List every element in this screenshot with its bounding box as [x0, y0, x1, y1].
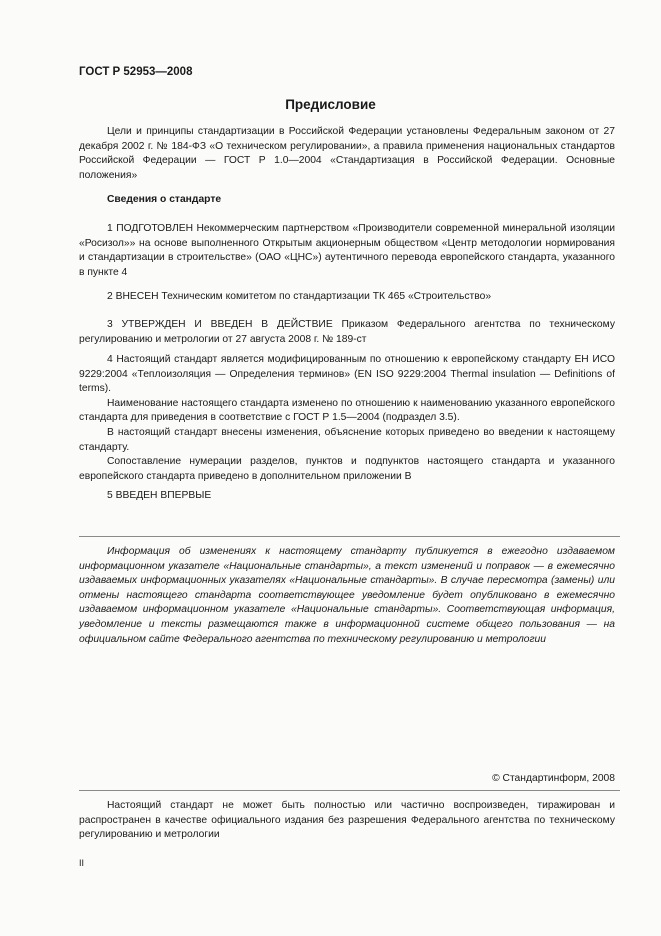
- divider-top: [79, 536, 620, 537]
- divider-bottom: [79, 790, 620, 791]
- item-3-text: 3 УТВЕРЖДЕН И ВВЕДЕН В ДЕЙСТВИЕ Приказом Федерального агентства по техническому регулированию и метрологии от 27 августа 2008 г. № 189-ст: [79, 319, 615, 345]
- standard-code: ГОСТ Р 52953—2008: [79, 66, 193, 78]
- reproduction-notice: [79, 799, 615, 843]
- item-4-name-change: Наименование настоящего стандарта изменено по отношению к наименованию указанного европейского стандарта для приведения в соответствие с ГОСТ Р 1.5—2004 (подраздел 3.5).: [79, 397, 615, 424]
- item-5-text: 5 ВВЕДЕН ВПЕРВЫЕ: [107, 490, 212, 501]
- page-title: Предисловие: [285, 97, 376, 112]
- intro-paragraph: [79, 125, 615, 183]
- item-1-text: 1 ПОДГОТОВЛЕН Некоммерческим партнерством «Производители современной минеральной изоляции «Росизол»» на основе выполненного Открытым акционерным обществом «Центр методологии нормирования и стандартизации в строительстве» (ОАО «ЦНС») аутентичного перевода европейского стандарта, указанного в пункте 4: [79, 223, 615, 278]
- info-notice: [79, 545, 615, 647]
- copyright: © Стандартинформ, 2008: [492, 773, 615, 784]
- item-2-text: 2 ВНЕСЕН Техническим комитетом по стандартизации ТК 465 «Строительство»: [107, 291, 492, 302]
- item-4-changes: В настоящий стандарт внесены изменения, объяснение которых приведено во введении к настоящему стандарту.: [79, 426, 615, 453]
- item-3: [79, 318, 615, 347]
- page-number: II: [79, 858, 85, 868]
- item-4-numbering: Сопоставление нумерации разделов, пунктов и подпунктов настоящего стандарта и указанного европейского стандарта приведено в дополнительном приложении В: [79, 456, 615, 482]
- item-1: [79, 222, 615, 280]
- section-subheading: Сведения о стандарте: [107, 194, 222, 205]
- item-4-text: 4 Настоящий стандарт является модифицированным по отношению к европейскому стандарту ЕН ИСО 9229:2004 «Теплоизоляция — Определения терминов» (EN ISO 9229:2004 Thermal insulation — Definitions of terms).: [79, 354, 615, 395]
- item-2: [79, 290, 615, 305]
- info-notice-text: Информация об изменениях к настоящему стандарту публикуется в ежегодно издаваемом информационном указателе «Национальные стандарты», а текст изменений и поправок — в ежемесячно издаваемых информационных указателях «Национальные стандарты». В случае пересмотра (замены) или отмены настоящего стандарта соответствующее уведомление будет опубликовано в ежемесячно издаваемом информационном указателе «Национальные стандарты». Соответствующая информация, уведомление и тексты размещаются также в информационной системе общего пользования — на официальном сайте Федерального агентства по техническому регулированию и метрологии: [79, 546, 615, 645]
- item-5: [79, 489, 615, 504]
- item-4: [79, 353, 615, 484]
- reproduction-notice-text: Настоящий стандарт не может быть полностью или частично воспроизведен, тиражирован и распространен в качестве официального издания без разрешения Федерального агентства по техническому регулированию и метрологии: [79, 800, 615, 841]
- intro-text: Цели и принципы стандартизации в Российской Федерации установлены Федеральным законом от 27 декабря 2002 г. № 184-ФЗ «О техническом регулировании», а правила применения национальных стандартов Российской Федерации — ГОСТ Р 1.0—2004 «Стандартизация в Российской Федерации. Основные положения»: [79, 126, 615, 181]
